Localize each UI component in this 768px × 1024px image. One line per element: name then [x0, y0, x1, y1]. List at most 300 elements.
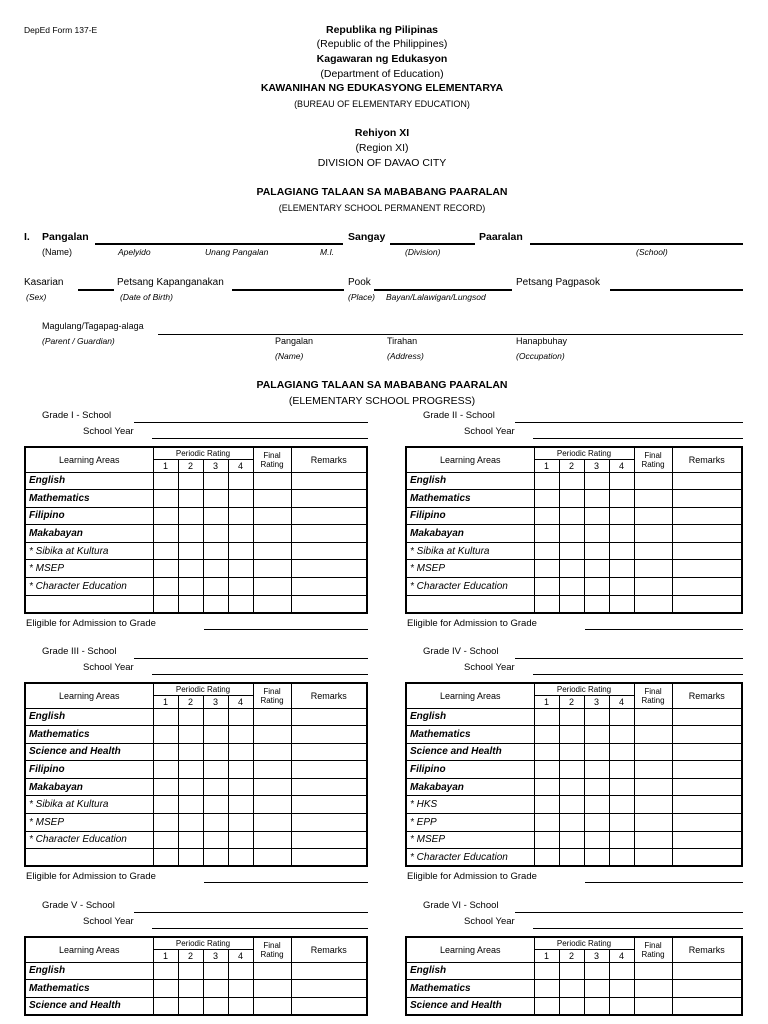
remarks-cell[interactable]	[672, 578, 742, 596]
subject-name: * MSEP	[25, 814, 153, 832]
quarter-3-cell[interactable]	[584, 726, 609, 744]
entry-line[interactable]	[610, 289, 743, 291]
eligible-label: Eligible for Admission to Grade	[26, 617, 156, 629]
quarter-3-cell[interactable]	[203, 708, 228, 726]
quarter-1-cell[interactable]	[534, 595, 559, 613]
subject-row	[25, 708, 367, 726]
quarter-2-cell[interactable]	[178, 490, 203, 508]
quarter-1-cell[interactable]	[153, 980, 178, 998]
remarks-cell[interactable]	[672, 726, 742, 744]
remarks-cell[interactable]	[672, 525, 742, 543]
final-rating-cell[interactable]	[634, 997, 672, 1015]
final-rating-cell[interactable]	[253, 796, 291, 814]
quarter-2-cell[interactable]	[559, 560, 584, 578]
quarter-1-cell[interactable]	[153, 560, 178, 578]
final-rating-cell[interactable]	[634, 778, 672, 796]
occupation-sub: (Occupation)	[516, 351, 565, 361]
header-region-en: (Region XI)	[355, 142, 409, 154]
remarks-cell[interactable]	[672, 708, 742, 726]
final-rating-cell[interactable]	[634, 761, 672, 779]
quarter-3-cell[interactable]	[584, 778, 609, 796]
quarter-2-cell[interactable]	[178, 761, 203, 779]
final-rating-cell[interactable]	[634, 743, 672, 761]
grade-school-label: Grade II - School	[423, 410, 495, 421]
quarter-1-cell[interactable]	[153, 595, 178, 613]
remarks-cell[interactable]	[291, 761, 367, 779]
quarter-1-cell[interactable]	[534, 708, 559, 726]
quarter-1-cell[interactable]	[534, 849, 559, 867]
quarter-3-cell[interactable]	[584, 980, 609, 998]
place-label: Pook	[348, 277, 371, 288]
quarter-2-cell[interactable]	[559, 962, 584, 980]
final-rating-cell[interactable]	[634, 595, 672, 613]
quarter-1-cell[interactable]	[153, 578, 178, 596]
final-rating-cell[interactable]	[634, 472, 672, 490]
quarter-3-cell[interactable]	[584, 831, 609, 849]
quarter-3-cell[interactable]	[203, 490, 228, 508]
quarter-1-cell[interactable]	[534, 743, 559, 761]
school-year-line[interactable]	[533, 674, 743, 675]
quarter-3-cell[interactable]	[203, 997, 228, 1015]
quarter-2-cell[interactable]	[178, 507, 203, 525]
quarter-2-cell[interactable]	[178, 726, 203, 744]
quarter-2-cell[interactable]	[178, 778, 203, 796]
quarter-4-cell[interactable]	[228, 578, 253, 596]
quarter-3-cell[interactable]	[203, 778, 228, 796]
grade-school-line[interactable]	[134, 422, 368, 423]
quarter-3-cell[interactable]	[203, 831, 228, 849]
quarter-1-cell[interactable]	[534, 761, 559, 779]
remarks-cell[interactable]	[672, 980, 742, 998]
quarter-4-cell[interactable]	[609, 726, 634, 744]
remarks-cell[interactable]	[672, 595, 742, 613]
subject-row	[406, 708, 742, 726]
quarter-2-cell[interactable]	[178, 472, 203, 490]
remarks-cell[interactable]	[672, 831, 742, 849]
final-label: Final	[644, 450, 662, 460]
school-year-line[interactable]	[533, 928, 743, 929]
quarter-4-cell[interactable]	[228, 743, 253, 761]
final-rating-cell[interactable]	[634, 814, 672, 832]
remarks-cell[interactable]	[291, 490, 367, 508]
quarter-3-cell[interactable]	[584, 595, 609, 613]
quarter-1-cell[interactable]	[153, 472, 178, 490]
quarter-3-cell[interactable]	[584, 796, 609, 814]
school-year-line[interactable]	[533, 438, 743, 439]
sex-line[interactable]	[78, 289, 114, 291]
place-line[interactable]	[374, 289, 512, 291]
quarter-4-cell[interactable]	[228, 980, 253, 998]
grade-school-line[interactable]	[134, 658, 368, 659]
final-rating-cell[interactable]	[634, 849, 672, 867]
quarter-1-cell[interactable]	[534, 962, 559, 980]
final-rating-cell[interactable]	[253, 542, 291, 560]
quarter-1-cell[interactable]	[153, 849, 178, 867]
quarter-3-cell[interactable]	[584, 849, 609, 867]
subject-row	[406, 560, 742, 578]
remarks-cell[interactable]	[672, 962, 742, 980]
final-rating-cell[interactable]	[253, 814, 291, 832]
quarter-2-cell[interactable]	[559, 507, 584, 525]
quarter-1-cell[interactable]	[153, 743, 178, 761]
quarter-1-cell[interactable]	[534, 472, 559, 490]
quarter-1-cell[interactable]	[534, 560, 559, 578]
form-subtitle: (ELEMENTARY SCHOOL PERMANENT RECORD)	[278, 203, 486, 213]
quarter-4-cell[interactable]	[228, 849, 253, 867]
quarter-3-cell[interactable]	[584, 507, 609, 525]
subject-name: Mathematics	[406, 490, 534, 508]
quarter-4-cell[interactable]	[609, 472, 634, 490]
quarter-3-cell[interactable]	[203, 507, 228, 525]
quarter-2-cell[interactable]	[178, 542, 203, 560]
progress-title: PALAGIANG TALAAN SA MABABANG PAARALAN	[256, 379, 508, 391]
quarter-3-cell[interactable]	[203, 743, 228, 761]
final-rating-cell[interactable]	[253, 743, 291, 761]
quarter-4-cell[interactable]	[228, 490, 253, 508]
quarter-2-cell[interactable]	[559, 525, 584, 543]
quarter-1-cell[interactable]	[534, 542, 559, 560]
remarks-cell[interactable]	[291, 726, 367, 744]
quarter-2-cell[interactable]	[559, 849, 584, 867]
quarter-2-cell[interactable]	[178, 831, 203, 849]
quarter-3-cell[interactable]	[203, 472, 228, 490]
subject-row	[25, 761, 367, 779]
grade-school-line[interactable]	[134, 912, 368, 913]
remarks-cell[interactable]	[672, 778, 742, 796]
quarter-2-cell[interactable]	[178, 743, 203, 761]
school-line[interactable]	[530, 243, 743, 245]
final-rating-cell[interactable]	[253, 490, 291, 508]
quarter-1-cell[interactable]	[534, 814, 559, 832]
quarter-4-cell[interactable]	[609, 560, 634, 578]
remarks-cell[interactable]	[291, 980, 367, 998]
quarter-2-cell[interactable]	[178, 849, 203, 867]
quarter-4-cell[interactable]	[228, 831, 253, 849]
eligible-line[interactable]	[204, 882, 368, 883]
quarter-4-cell[interactable]	[609, 962, 634, 980]
final-rating-cell[interactable]	[253, 726, 291, 744]
quarter-2-cell[interactable]	[559, 708, 584, 726]
quarter-1-cell[interactable]	[534, 726, 559, 744]
quarter-4-cell[interactable]	[228, 507, 253, 525]
subject-name: * Character Education	[406, 578, 534, 596]
quarter-1-cell[interactable]	[153, 490, 178, 508]
quarter-2-cell[interactable]	[178, 962, 203, 980]
quarter-1-cell[interactable]	[153, 814, 178, 832]
dob-line[interactable]	[232, 289, 344, 291]
quarter-4-cell[interactable]	[228, 595, 253, 613]
grade-school-line[interactable]	[515, 912, 743, 913]
quarter-2-cell[interactable]	[178, 560, 203, 578]
quarter-4-cell[interactable]	[228, 726, 253, 744]
quarter-1-cell[interactable]	[534, 778, 559, 796]
final-rating-cell[interactable]	[634, 831, 672, 849]
subject-name: Mathematics	[406, 980, 534, 998]
remarks-cell[interactable]	[291, 595, 367, 613]
quarter-1-cell[interactable]	[534, 578, 559, 596]
final-rating-cell[interactable]	[253, 831, 291, 849]
remarks-cell[interactable]	[672, 743, 742, 761]
name-line[interactable]	[95, 243, 343, 245]
quarter-4-cell[interactable]	[609, 849, 634, 867]
quarter-3-cell[interactable]	[203, 525, 228, 543]
quarter-1-cell[interactable]	[153, 778, 178, 796]
final-rating-cell[interactable]	[634, 525, 672, 543]
quarter-3-cell[interactable]	[584, 997, 609, 1015]
final-rating-cell[interactable]	[253, 560, 291, 578]
quarter-3-header: 3	[203, 695, 228, 708]
subject-row	[406, 525, 742, 543]
final-rating-cell[interactable]	[634, 578, 672, 596]
rating-label: Rating	[260, 695, 284, 705]
school-year-line[interactable]	[152, 674, 368, 675]
remarks-cell[interactable]	[672, 814, 742, 832]
quarter-1-cell[interactable]	[534, 796, 559, 814]
quarter-1-cell[interactable]	[534, 980, 559, 998]
quarter-3-cell[interactable]	[203, 578, 228, 596]
quarter-2-cell[interactable]	[178, 708, 203, 726]
quarter-3-cell[interactable]	[584, 560, 609, 578]
remarks-cell[interactable]	[291, 778, 367, 796]
quarter-2-cell[interactable]	[559, 761, 584, 779]
final-rating-cell[interactable]	[253, 595, 291, 613]
quarter-2-cell[interactable]	[178, 814, 203, 832]
quarter-3-cell[interactable]	[584, 962, 609, 980]
final-rating-cell[interactable]	[253, 708, 291, 726]
quarter-2-cell[interactable]	[559, 595, 584, 613]
quarter-4-cell[interactable]	[609, 980, 634, 998]
quarter-4-cell[interactable]	[228, 778, 253, 796]
quarter-2-cell[interactable]	[559, 743, 584, 761]
grade-school-label: Grade III - School	[42, 646, 117, 657]
quarter-2-cell[interactable]	[559, 490, 584, 508]
quarter-2-cell[interactable]	[559, 980, 584, 998]
quarter-1-cell[interactable]	[534, 997, 559, 1015]
division-line[interactable]	[390, 243, 475, 245]
quarter-3-cell[interactable]	[203, 796, 228, 814]
quarter-4-cell[interactable]	[228, 560, 253, 578]
quarter-4-cell[interactable]	[609, 578, 634, 596]
grade-school-line[interactable]	[515, 422, 743, 423]
quarter-2-cell[interactable]	[559, 831, 584, 849]
subject-row	[406, 595, 742, 613]
final-rating-cell[interactable]	[634, 980, 672, 998]
final-rating-cell[interactable]	[634, 962, 672, 980]
quarter-3-cell[interactable]	[584, 743, 609, 761]
subject-name: * HKS	[406, 796, 534, 814]
quarter-4-cell[interactable]	[228, 796, 253, 814]
final-rating-cell[interactable]	[253, 962, 291, 980]
remarks-cell[interactable]	[672, 997, 742, 1015]
quarter-4-cell[interactable]	[228, 472, 253, 490]
quarter-2-cell[interactable]	[559, 796, 584, 814]
quarter-4-cell[interactable]	[228, 997, 253, 1015]
remarks-cell[interactable]	[291, 578, 367, 596]
quarter-3-cell[interactable]	[584, 761, 609, 779]
quarter-3-cell[interactable]	[203, 814, 228, 832]
final-rating-header	[634, 937, 672, 962]
remarks-cell[interactable]	[291, 831, 367, 849]
final-rating-cell[interactable]	[634, 490, 672, 508]
quarter-4-cell[interactable]	[609, 490, 634, 508]
quarter-2-cell[interactable]	[559, 542, 584, 560]
quarter-4-cell[interactable]	[609, 525, 634, 543]
quarter-2-cell[interactable]	[178, 997, 203, 1015]
eligible-line[interactable]	[585, 629, 743, 630]
final-rating-cell[interactable]	[634, 708, 672, 726]
grade-table	[24, 446, 368, 614]
final-rating-cell[interactable]	[253, 761, 291, 779]
quarter-4-cell[interactable]	[609, 814, 634, 832]
quarter-3-cell[interactable]	[203, 726, 228, 744]
header-bureau: KAWANIHAN NG EDUKASYONG ELEMENTARYA	[260, 82, 504, 94]
remarks-cell[interactable]	[291, 560, 367, 578]
quarter-1-cell[interactable]	[153, 708, 178, 726]
quarter-4-cell[interactable]	[609, 997, 634, 1015]
quarter-3-cell[interactable]	[584, 542, 609, 560]
remarks-cell[interactable]	[291, 814, 367, 832]
rating-label: Rating	[641, 949, 665, 959]
quarter-3-cell[interactable]	[203, 962, 228, 980]
quarter-4-cell[interactable]	[609, 542, 634, 560]
school-year-line[interactable]	[152, 438, 368, 439]
quarter-2-cell[interactable]	[178, 980, 203, 998]
quarter-1-cell[interactable]	[153, 726, 178, 744]
eligible-line[interactable]	[585, 882, 743, 883]
remarks-cell[interactable]	[672, 560, 742, 578]
final-rating-cell[interactable]	[634, 507, 672, 525]
remarks-cell[interactable]	[672, 542, 742, 560]
quarter-2-cell[interactable]	[559, 578, 584, 596]
remarks-cell[interactable]	[291, 472, 367, 490]
quarter-3-cell[interactable]	[584, 814, 609, 832]
remarks-cell[interactable]	[291, 962, 367, 980]
final-rating-cell[interactable]	[253, 849, 291, 867]
quarter-2-cell[interactable]	[178, 796, 203, 814]
quarter-4-cell[interactable]	[228, 761, 253, 779]
final-rating-cell[interactable]	[253, 472, 291, 490]
quarter-2-cell[interactable]	[178, 525, 203, 543]
school-year-line[interactable]	[152, 928, 368, 929]
final-rating-cell[interactable]	[253, 997, 291, 1015]
final-rating-cell[interactable]	[253, 980, 291, 998]
quarter-1-cell[interactable]	[534, 507, 559, 525]
quarter-2-cell[interactable]	[559, 814, 584, 832]
remarks-cell[interactable]	[291, 507, 367, 525]
quarter-4-cell[interactable]	[228, 962, 253, 980]
final-label: Final	[263, 686, 281, 696]
quarter-4-cell[interactable]	[228, 525, 253, 543]
quarter-2-cell[interactable]	[559, 472, 584, 490]
remarks-cell[interactable]	[672, 796, 742, 814]
quarter-2-cell[interactable]	[559, 778, 584, 796]
quarter-1-cell[interactable]	[153, 796, 178, 814]
quarter-4-cell[interactable]	[609, 831, 634, 849]
remarks-cell[interactable]	[672, 507, 742, 525]
quarter-4-cell[interactable]	[609, 595, 634, 613]
quarter-1-cell[interactable]	[153, 542, 178, 560]
quarter-2-cell[interactable]	[178, 578, 203, 596]
remarks-cell[interactable]	[291, 796, 367, 814]
remarks-cell[interactable]	[291, 708, 367, 726]
remarks-cell[interactable]	[291, 849, 367, 867]
quarter-3-cell[interactable]	[203, 560, 228, 578]
quarter-3-cell[interactable]	[203, 542, 228, 560]
parent-line[interactable]	[158, 334, 743, 335]
subject-name: Filipino	[25, 507, 153, 525]
quarter-3-cell[interactable]	[203, 595, 228, 613]
quarter-1-cell[interactable]	[534, 525, 559, 543]
quarter-1-cell[interactable]	[153, 962, 178, 980]
quarter-1-cell[interactable]	[153, 761, 178, 779]
quarter-2-cell[interactable]	[559, 726, 584, 744]
quarter-3-cell[interactable]	[584, 578, 609, 596]
quarter-4-cell[interactable]	[609, 778, 634, 796]
eligible-label: Eligible for Admission to Grade	[407, 871, 537, 883]
final-rating-cell[interactable]	[634, 796, 672, 814]
final-rating-cell[interactable]	[634, 560, 672, 578]
quarter-1-cell[interactable]	[153, 997, 178, 1015]
remarks-cell[interactable]	[291, 525, 367, 543]
quarter-3-cell[interactable]	[584, 708, 609, 726]
quarter-4-cell[interactable]	[228, 708, 253, 726]
final-rating-cell[interactable]	[634, 726, 672, 744]
quarter-4-cell[interactable]	[228, 814, 253, 832]
division-sub: (Division)	[405, 247, 441, 257]
remarks-cell[interactable]	[672, 761, 742, 779]
subject-row	[25, 849, 367, 867]
subject-name: Filipino	[25, 761, 153, 779]
final-rating-cell[interactable]	[634, 542, 672, 560]
final-rating-cell[interactable]	[253, 578, 291, 596]
final-rating-cell[interactable]	[253, 778, 291, 796]
remarks-cell[interactable]	[672, 472, 742, 490]
remarks-cell[interactable]	[291, 542, 367, 560]
address-sub: (Address)	[387, 351, 424, 361]
quarter-1-header: 1	[153, 695, 178, 708]
remarks-cell[interactable]	[672, 490, 742, 508]
quarter-1-cell[interactable]	[153, 507, 178, 525]
quarter-3-cell[interactable]	[203, 849, 228, 867]
remarks-cell[interactable]	[672, 849, 742, 867]
quarter-4-cell[interactable]	[609, 761, 634, 779]
final-rating-cell[interactable]	[253, 507, 291, 525]
quarter-3-cell[interactable]	[584, 525, 609, 543]
quarter-4-cell[interactable]	[228, 542, 253, 560]
remarks-cell[interactable]	[291, 743, 367, 761]
quarter-1-cell[interactable]	[153, 831, 178, 849]
quarter-4-cell[interactable]	[609, 507, 634, 525]
quarter-4-cell[interactable]	[609, 708, 634, 726]
remarks-cell[interactable]	[291, 997, 367, 1015]
quarter-3-cell[interactable]	[584, 472, 609, 490]
quarter-3-cell[interactable]	[203, 761, 228, 779]
grade-school-line[interactable]	[515, 658, 743, 659]
quarter-4-cell[interactable]	[609, 743, 634, 761]
quarter-3-cell[interactable]	[584, 490, 609, 508]
eligible-line[interactable]	[204, 629, 368, 630]
learning-areas-header: Learning Areas	[25, 937, 153, 962]
final-rating-cell[interactable]	[253, 525, 291, 543]
quarter-1-cell[interactable]	[534, 490, 559, 508]
quarter-4-cell[interactable]	[609, 796, 634, 814]
quarter-2-cell[interactable]	[178, 595, 203, 613]
quarter-3-cell[interactable]	[203, 980, 228, 998]
learning-areas-header: Learning Areas	[406, 683, 534, 708]
quarter-1-cell[interactable]	[153, 525, 178, 543]
quarter-2-cell[interactable]	[559, 997, 584, 1015]
quarter-1-cell[interactable]	[534, 831, 559, 849]
